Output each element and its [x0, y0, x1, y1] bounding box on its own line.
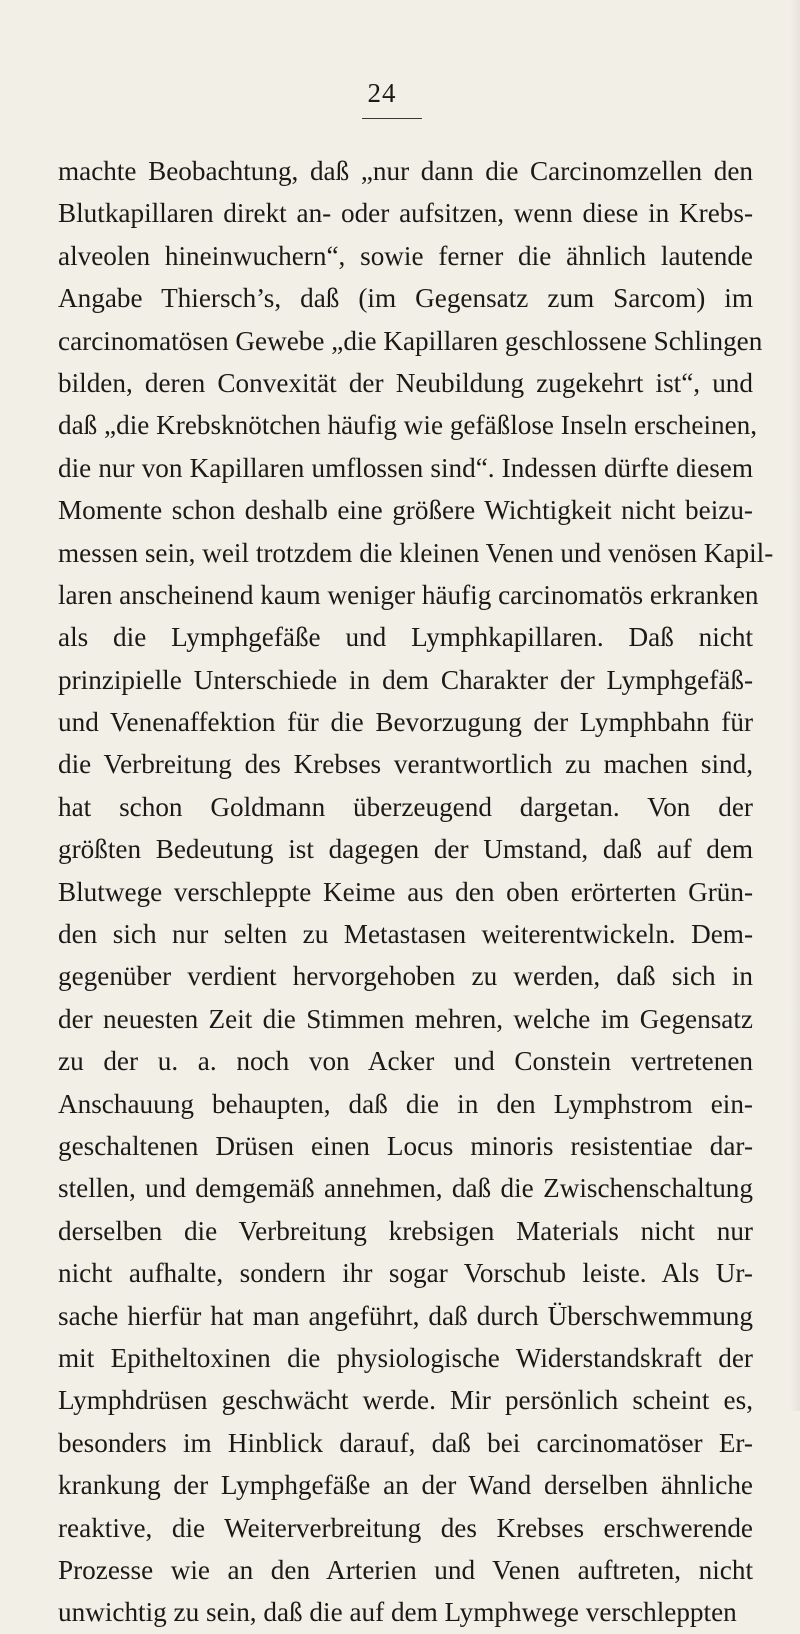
text-line: größten Bedeutung ist dagegen der Umstand, daß auf dem [58, 834, 753, 865]
text-line: reaktive, die Weiterverbreitung des Krebses erschwerende [58, 1512, 753, 1543]
text-line: sache hierfür hat man angeführt, daß durch Überschwemmung [58, 1300, 753, 1331]
text-line: laren anscheinend kaum weniger häufig carcinomatös erkranken [58, 579, 759, 610]
header-rule [362, 118, 422, 119]
text-line: messen sein, weil trotzdem die kleinen Venen und venösen Kapil- [58, 537, 774, 568]
text-line: machte Beobachtung, daß „nur dann die Carcinomzellen den [58, 156, 753, 186]
text-line: die Verbreitung des Krebses verantwortlich zu machen sind, [58, 749, 753, 780]
text-line: Lymphdrüsen geschwächt werde. Mir persönlich scheint es, [58, 1385, 753, 1416]
text-line: den sich nur selten zu Metastasen weiterentwickeln. Dem- [58, 919, 753, 950]
text-line: prinzipielle Unterschiede in dem Charakter der Lymphgefäß- [58, 664, 753, 695]
text-line: Prozesse wie an den Arterien und Venen auftreten, nicht [58, 1554, 753, 1585]
text-line: gegenüber verdient hervorgehoben zu werden, daß sich in [58, 961, 753, 992]
text-line: die nur von Kapillaren umflossen sind“. Indessen dürfte diesem [58, 452, 753, 483]
text-line: geschaltenen Drüsen einen Locus minoris resistentiae dar- [58, 1130, 753, 1161]
page-number: 24 [367, 78, 397, 108]
text-line: bilden, deren Convexität der Neubildung zugekehrt ist“, und [58, 367, 753, 398]
text-line: als die Lymphgefäße und Lymphkapillaren. Daß nicht [58, 622, 753, 653]
text-line: Blutwege verschleppte Keime aus den oben erörterten Grün- [58, 876, 753, 907]
text-line: und Venenaffektion für die Bevorzugung der Lymphbahn für [58, 707, 753, 738]
text-line: zu der u. a. noch von Acker und Constein vertretenen [58, 1046, 753, 1077]
text-line: Angabe Thiersch’s, daß (im Gegensatz zum Sarcom) im [58, 283, 753, 314]
text-line: mit Epitheltoxinen die physiologische Widerstandskraft der [58, 1342, 753, 1373]
text-line: unwichtig zu sein, daß die auf dem Lymphwege verschleppten [58, 1597, 737, 1628]
text-line: nicht aufhalte, sondern ihr sogar Vorschub leiste. Als Ur- [58, 1258, 753, 1289]
text-line: besonders im Hinblick darauf, daß bei carcinomatöser Er- [58, 1427, 753, 1458]
text-line: stellen, und demgemäß annehmen, daß die Zwischenschaltung [58, 1173, 753, 1204]
text-line: daß „die Krebsknötchen häufig wie gefäßlose Inseln erscheinen, [58, 410, 758, 441]
text-line: Momente schon deshalb eine größere Wichtigkeit nicht beizu- [58, 495, 753, 526]
text-line: Blutkapillaren direkt an- oder aufsitzen, wenn diese in Krebs- [58, 198, 753, 229]
body-text [58, 150, 774, 1634]
text-line: krankung der Lymphgefäße an der Wand derselben ähnliche [58, 1470, 753, 1501]
text-line: hat schon Goldmann überzeugend dargetan. Von der [58, 791, 753, 822]
page-edge-shadow [790, 0, 800, 1411]
text-line: alveolen hineinwuchern“, sowie ferner die ähnlich lautende [58, 240, 753, 271]
text-line: derselben die Verbreitung krebsigen Materials nicht nur [58, 1215, 753, 1246]
text-line: der neuesten Zeit die Stimmen mehren, welche im Gegensatz [58, 1003, 753, 1034]
text-line: Anschauung behaupten, daß die in den Lymphstrom ein- [58, 1088, 753, 1119]
text-line: carcinomatösen Gewebe „die Kapillaren geschlossene Schlingen [58, 325, 763, 356]
